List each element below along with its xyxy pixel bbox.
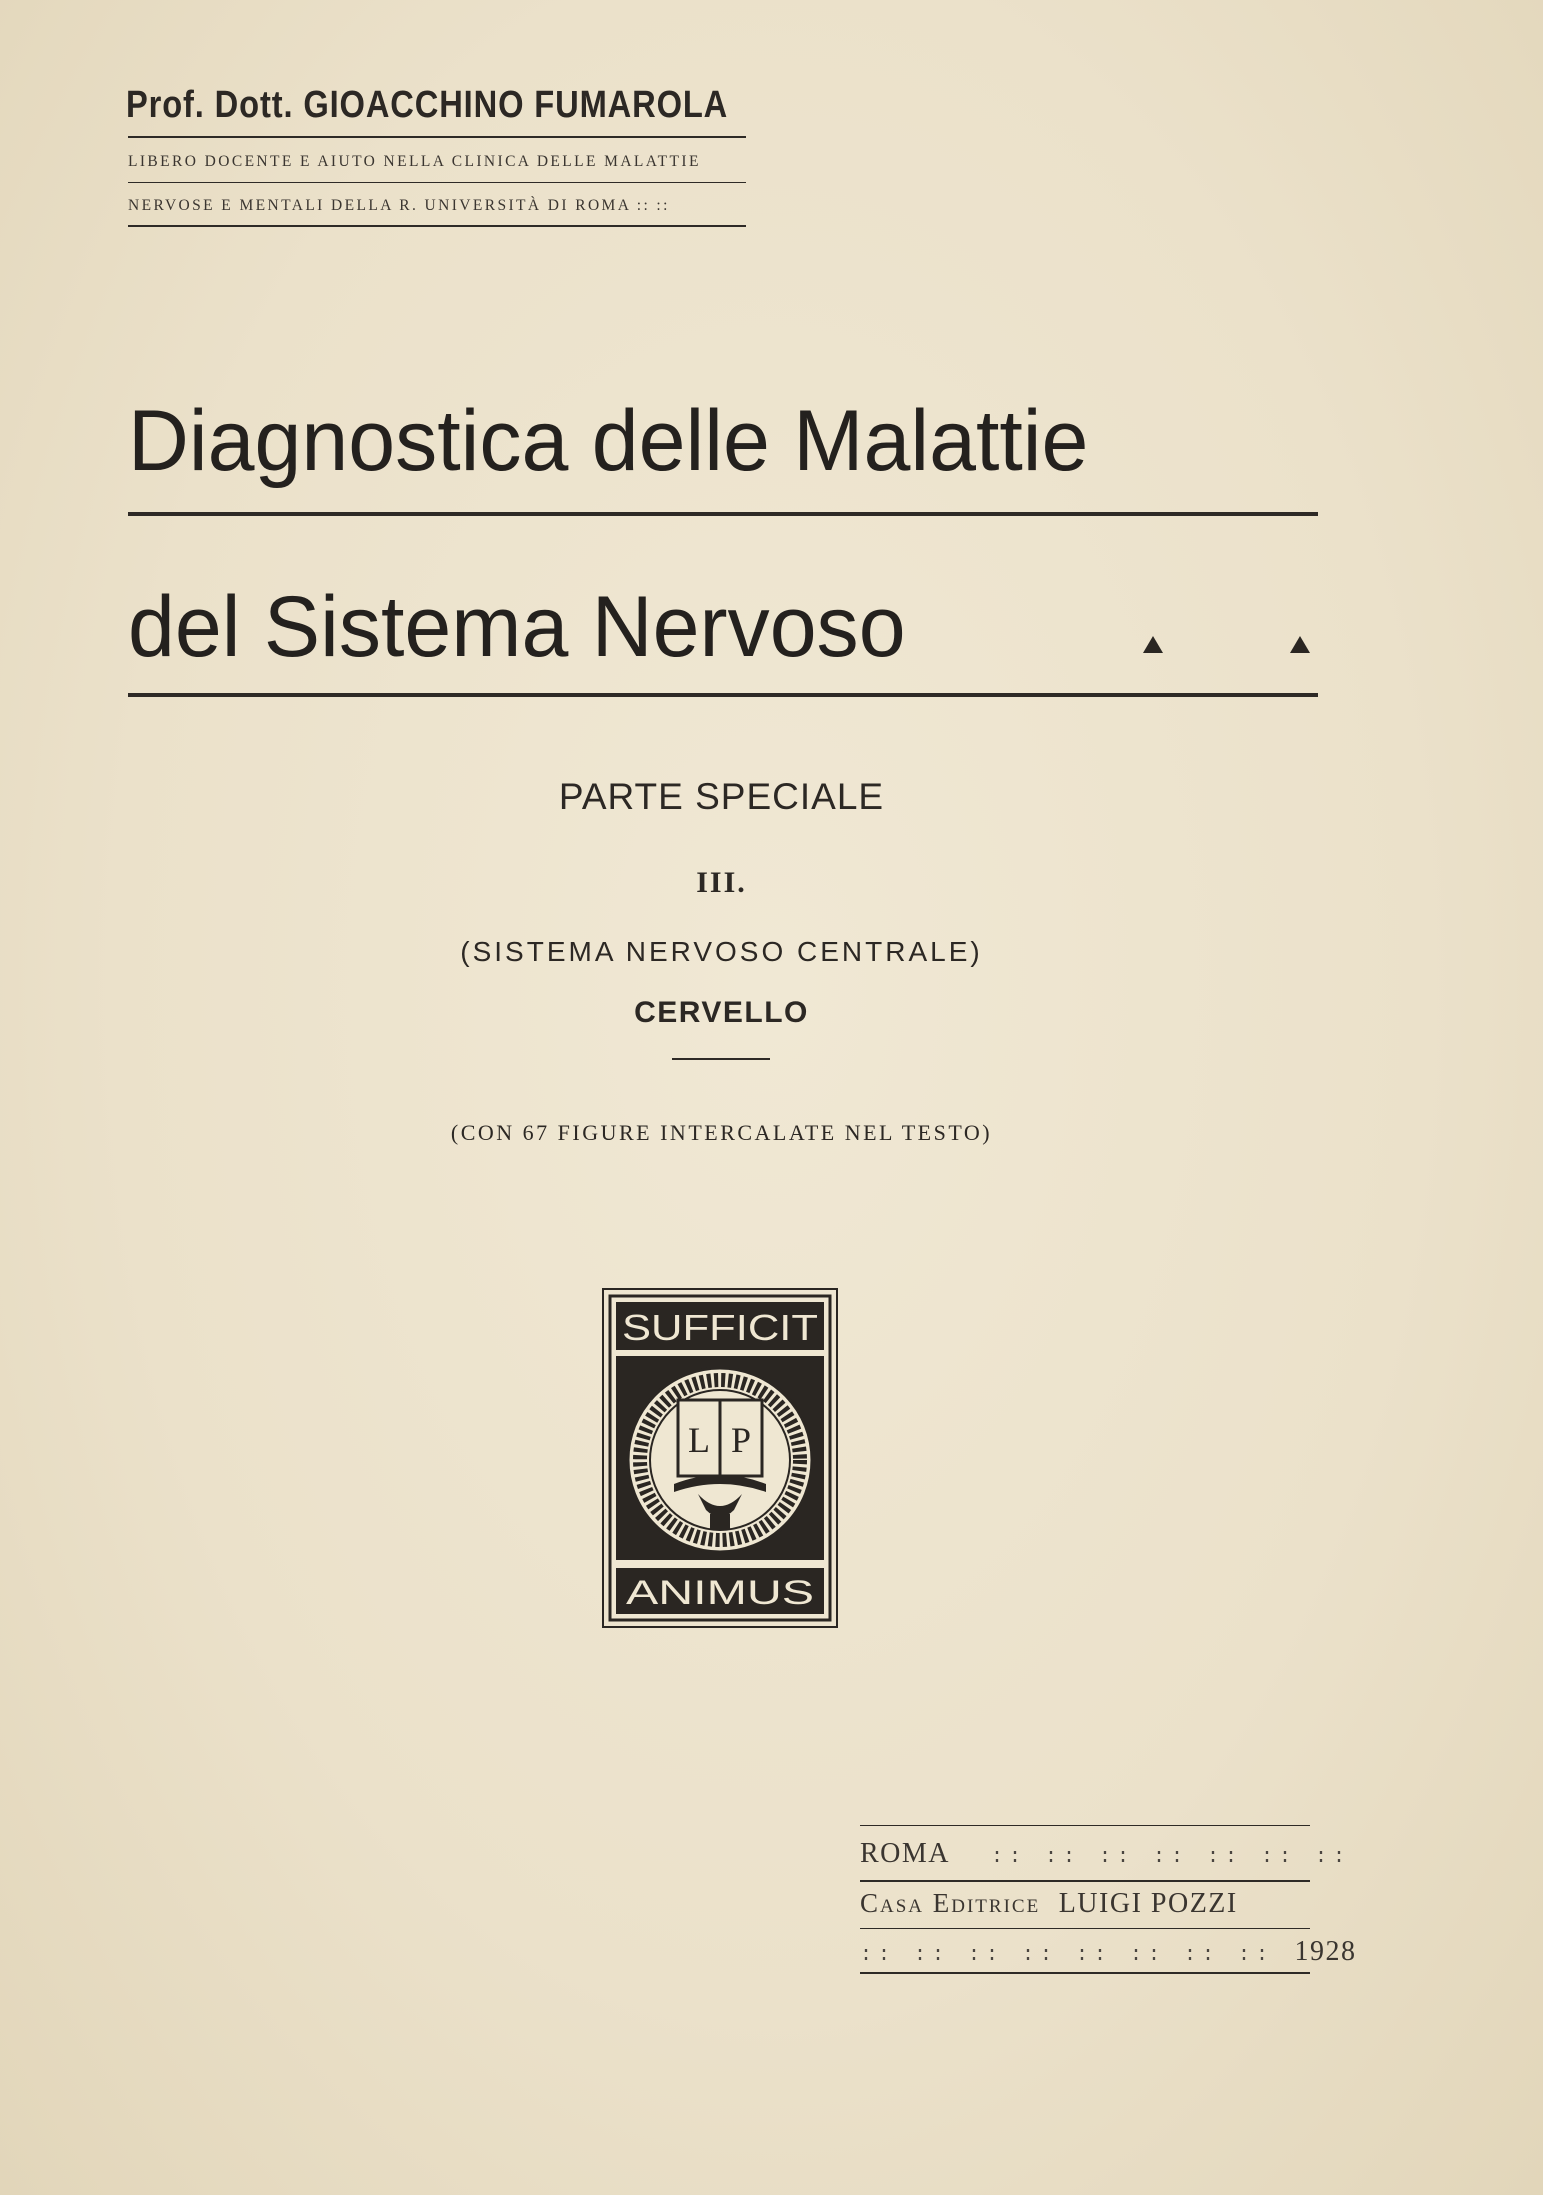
- title-rule-2: [128, 693, 1318, 697]
- imprint-publisher-line: [860, 1888, 1238, 1920]
- imprint-publisher-name: LUIGI POZZI: [1058, 1888, 1238, 1919]
- emblem-initial-left: L: [688, 1420, 710, 1460]
- emblem-top-motto: SUFFICIT: [622, 1307, 819, 1348]
- subtitle: (SISTEMA NERVOSO CENTRALE): [460, 936, 983, 967]
- imprint-rule-top: [860, 1825, 1310, 1826]
- imprint-year: 1928: [1294, 1936, 1357, 1967]
- topic: CERVELLO: [634, 996, 809, 1029]
- figures-note: (CON 67 FIGURE INTERCALATE NEL TESTO): [450, 1120, 993, 1145]
- triangle-ornament-icon: [1290, 636, 1310, 653]
- credentials-rule-2: [128, 225, 746, 227]
- credentials-rule-1: [128, 182, 746, 183]
- topic-rule: [672, 1058, 770, 1060]
- imprint-city-line: [860, 1838, 1351, 1870]
- emblem-initial-right: P: [730, 1420, 752, 1460]
- imprint-rule-2: [860, 1928, 1310, 1929]
- emblem-bottom-motto: ANIMUS: [626, 1574, 814, 1612]
- imprint-rule-bottom: [860, 1972, 1310, 1974]
- imprint-year-line: [860, 1936, 1357, 1968]
- author-name: Prof. Dott. GIOACCHINO FUMAROLA: [126, 84, 729, 126]
- imprint-city: ROMA: [860, 1838, 949, 1869]
- author-rule: [128, 136, 746, 138]
- author-credentials-line1: LIBERO DOCENTE E AIUTO NELLA CLINICA DELLE MALATTIE: [128, 153, 701, 170]
- title-rule-1: [128, 512, 1318, 516]
- imprint-publisher-prefix: Casa Editrice: [860, 1888, 1041, 1918]
- imprint-rule-1: [860, 1880, 1310, 1882]
- title-line2: del Sistema Nervoso: [128, 579, 906, 675]
- volume-number: III.: [696, 866, 747, 899]
- author-credentials-line2: NERVOSE E MENTALI DELLA R. UNIVERSITÀ DI ROMA :: ::: [128, 197, 670, 214]
- imprint-year-dots: :: :: :: :: :: :: :: ::: [860, 1944, 1275, 1967]
- imprint-city-dots: :: :: :: :: :: :: ::: [990, 1846, 1352, 1869]
- publisher-emblem-icon: [602, 1288, 838, 1628]
- title-line1: Diagnostica delle Malattie: [128, 393, 1089, 489]
- part-label: PARTE SPECIALE: [558, 776, 885, 817]
- triangle-ornament-icon: [1143, 636, 1163, 653]
